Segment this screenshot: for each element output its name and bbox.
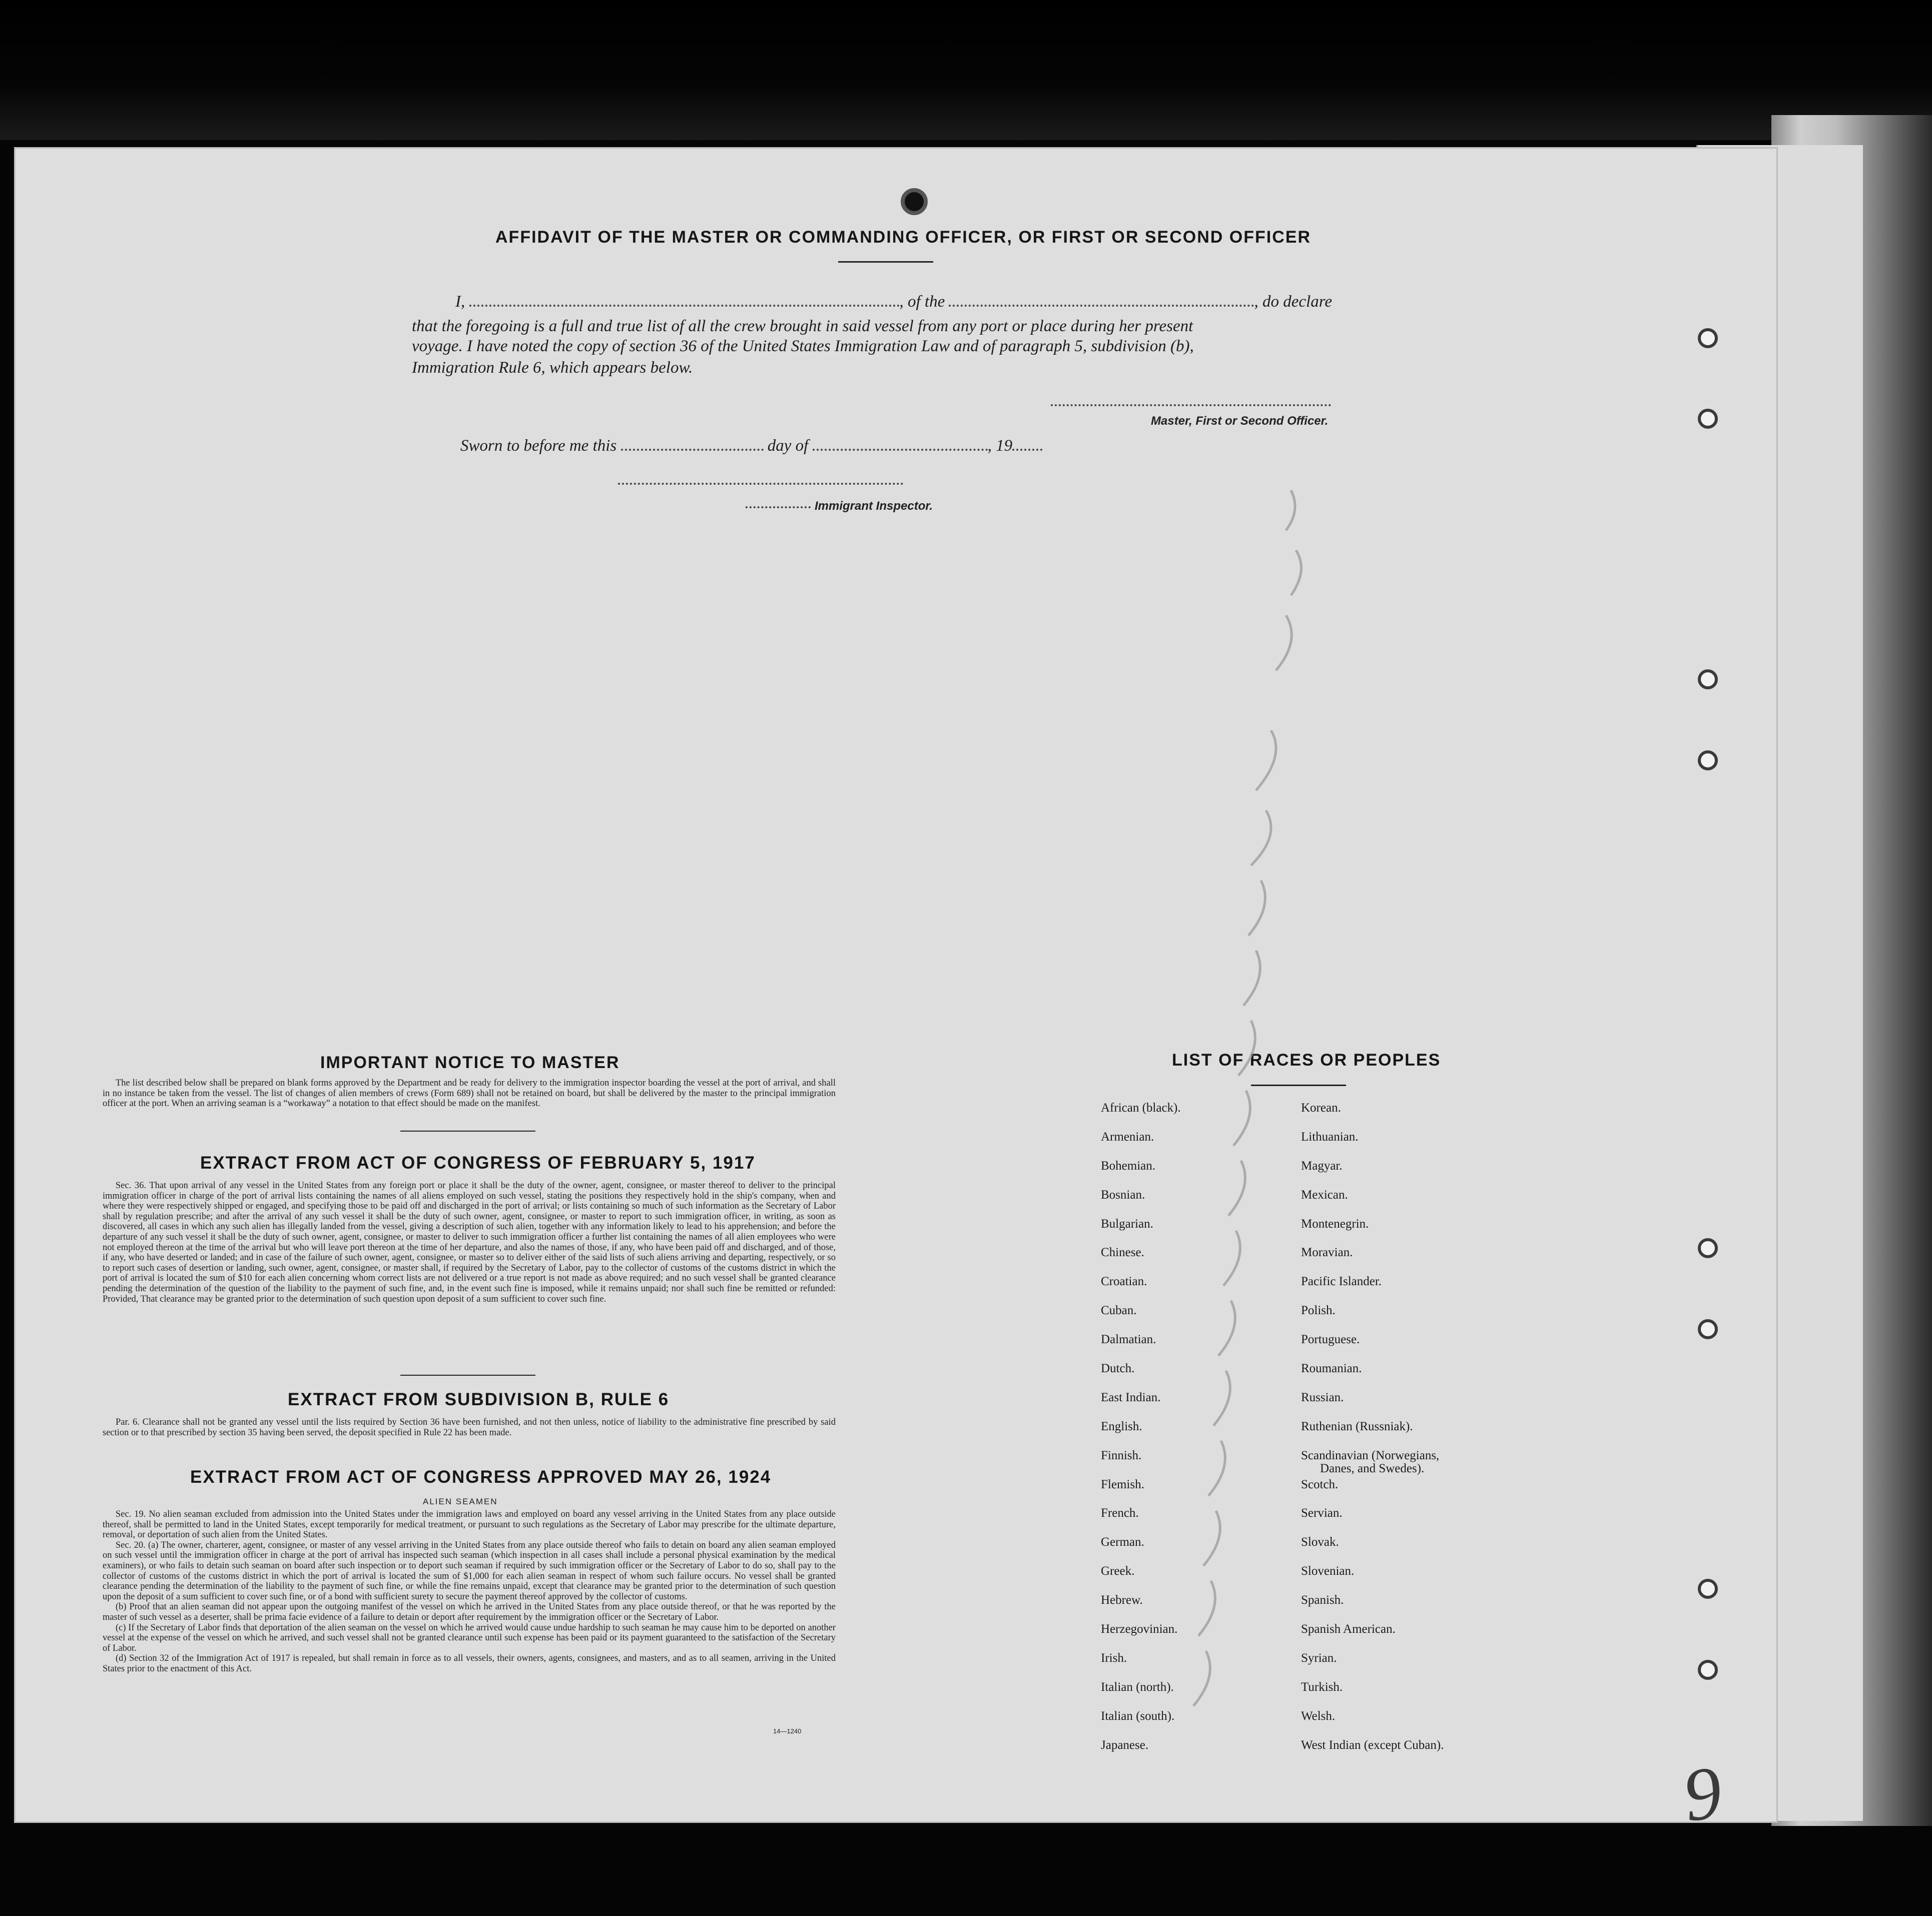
inspector-label: Immigrant Inspector. <box>815 499 933 513</box>
punch-hole-icon <box>901 188 928 215</box>
sworn-year-field[interactable] <box>1012 449 1042 451</box>
races-left-column <box>1101 1100 1181 1765</box>
races-title: LIST OF RACES OR PEOPLES <box>1172 1051 1441 1070</box>
race-item: Syrian. <box>1301 1651 1337 1665</box>
race-item: Portuguese. <box>1301 1333 1360 1347</box>
inspector-signature-lead <box>746 506 811 508</box>
extract-1924-title: EXTRACT FROM ACT OF CONGRESS APPROVED MAY 26, 1924 <box>190 1467 772 1487</box>
affidavit-title: AFFIDAVIT OF THE MASTER OR COMMANDING OFFICER, OR FIRST OR SECOND OFFICER <box>495 228 1311 247</box>
race-item: Slovenian. <box>1301 1564 1355 1578</box>
sec-20c-paragraph: (c) If the Secretary of Labor finds that deportation of the alien seaman on the vessel on which he arrived would cause undue hardship to such seaman he may cause him to be deported on another vessel at the expense of the vessel on which he arrived, and such vessel shall not be granted clearance until such expense has been paid or its payment guaranteed to the satisfaction of the Secretary of Labor. <box>103 1622 836 1653</box>
race-item: Dalmatian. <box>1101 1333 1156 1347</box>
binder-hole-icon <box>1698 409 1718 429</box>
race-item: Herzegovinian. <box>1101 1622 1178 1636</box>
race-item: Russian. <box>1301 1390 1344 1404</box>
race-item: Finnish. <box>1101 1448 1142 1462</box>
extract-1924-text <box>103 1509 836 1674</box>
race-item: English. <box>1101 1419 1142 1433</box>
binder-hole-icon <box>1698 1319 1718 1339</box>
race-item: Japanese. <box>1101 1738 1149 1752</box>
race-item: Servian. <box>1301 1506 1343 1520</box>
affidavit-declaration-line <box>455 293 1332 311</box>
affidavit-i: I, <box>455 293 465 311</box>
par-6-paragraph: Par. 6. Clearance shall not be granted any vessel until the lists required by Section 36 have been furnished, and not then unless, notice of liability to the administrative fine prescribed by said section or to that prescribed by section 35 having been served, the deposit specified in Rule 22 has been made. <box>103 1417 836 1438</box>
race-item: Korean. <box>1301 1101 1341 1115</box>
sworn-day-of: day of <box>767 437 809 455</box>
race-item: Turkish. <box>1301 1680 1343 1694</box>
race-item: French. <box>1101 1506 1139 1520</box>
race-item: Polish. <box>1301 1304 1336 1318</box>
sworn-year-prefix: , 19 <box>987 437 1013 455</box>
binder-hole-icon <box>1698 1238 1718 1258</box>
race-item: Croatian. <box>1101 1275 1147 1289</box>
binder-hole-icon <box>1698 669 1718 689</box>
race-item: Welsh. <box>1301 1709 1336 1723</box>
race-item: Bohemian. <box>1101 1159 1156 1173</box>
affidavit-do-declare: , do declare <box>1254 293 1332 311</box>
race-item: German. <box>1101 1535 1144 1549</box>
race-item: Spanish. <box>1301 1593 1344 1607</box>
affidavit-text-line-4: Immigration Rule 6, which appears below. <box>412 359 693 377</box>
notice-paragraph: The list described below shall be prepared on blank forms approved by the Department and be ready for delivery to the immigration inspector boarding the vessel at the port of arrival, and shall in no instance be taken from the vessel. The list of changes of alien members of crews (Form 689) shall not be retained on board, but shall be delivered by the master to the principal immigration officer at the port. When an arriving seaman is a “workaway” a notation to that effect should be made on the manifest. <box>103 1078 836 1109</box>
race-item: Greek. <box>1101 1564 1135 1578</box>
binder-hole-icon <box>1698 328 1718 348</box>
binder-hole-icon <box>1698 1579 1718 1599</box>
vessel-name-field[interactable] <box>949 305 1254 307</box>
race-item: Bulgarian. <box>1101 1217 1153 1231</box>
race-item: Moravian. <box>1301 1246 1353 1260</box>
extract-1917-title: EXTRACT FROM ACT OF CONGRESS OF FEBRUARY 5, 1917 <box>200 1153 756 1173</box>
race-item: West Indian (except Cuban). <box>1301 1738 1444 1752</box>
binder-hole-icon <box>1698 1660 1718 1680</box>
sworn-label: Sworn to before me this <box>460 437 617 455</box>
race-item-scandinavian-cont: Danes, and Swedes). <box>1320 1461 1425 1475</box>
affidavit-text-line-2: that the foregoing is a full and true list of all the crew brought in said vessel from any port or place during her present <box>412 317 1193 335</box>
race-item: Bosnian. <box>1101 1188 1145 1202</box>
sworn-month-field[interactable] <box>813 449 988 451</box>
race-item: Italian (north). <box>1101 1680 1174 1694</box>
race-item: Montenegrin. <box>1301 1217 1369 1231</box>
binder-hole-icon <box>1698 750 1718 770</box>
extract-1917-text <box>103 1181 836 1304</box>
alien-seamen-subtitle: ALIEN SEAMEN <box>423 1497 498 1506</box>
form-number: 14—1240 <box>773 1727 802 1735</box>
extract-rule-6-title: EXTRACT FROM SUBDIVISION B, RULE 6 <box>288 1390 670 1409</box>
master-signature-field[interactable] <box>1051 404 1331 406</box>
race-item: Italian (south). <box>1101 1709 1175 1723</box>
sworn-line <box>460 437 1042 455</box>
master-signature-label: Master, First or Second Officer. <box>1151 414 1329 428</box>
inspector-signature-field[interactable] <box>618 483 903 485</box>
race-item-scandinavian: Scandinavian (Norwegians, <box>1301 1448 1440 1462</box>
race-item: Flemish. <box>1101 1477 1144 1491</box>
race-item: Armenian. <box>1101 1130 1154 1144</box>
notice-text <box>103 1078 836 1109</box>
race-item: Spanish American. <box>1301 1622 1396 1636</box>
race-item: East Indian. <box>1101 1390 1161 1404</box>
notice-title: IMPORTANT NOTICE TO MASTER <box>320 1053 620 1072</box>
scan-border-top <box>0 0 1932 140</box>
race-item: Scotch. <box>1301 1477 1339 1491</box>
sec-20b-paragraph: (b) Proof that an alien seaman did not appear upon the outgoing manifest of the vessel on which he arrived in the United States from any place outside thereof, or that he was reported by the master of such vessel as a deserter, shall be prima facie evidence of a failure to detain or deport after requirement by the immigration officer or the Secretary of Labor. <box>103 1602 836 1622</box>
race-item: Hebrew. <box>1101 1593 1143 1607</box>
affidavit-of-the: , of the <box>899 293 945 311</box>
sec-20a-paragraph: Sec. 20. (a) The owner, charterer, agent, consignee, or master of any vessel arriving in the United States from any place outside thereof who fails to detain on board any alien seaman employed on such vessel until the immigration officer in charge at the port of arrival has inspected such seaman (which inspection in all cases shall include a personal physical examination by the medical examiners), or who fails to detain such seaman on board after such inspection or to deport such seaman if required by such immigration officer or the Secretary of Labor to do so, shall pay to the collector of customs of the customs district in which the port of arrival is located the sum of $1,000 for each alien seaman in respect of whom such failure occurs. No vessel shall be granted clearance pending the determination of the liability to the payment of such fine, or while the fine remains unpaid, except that clearance may be granted prior to the determination of such question upon the deposit of a sum sufficient to cover such fine, or of a bond with sufficient surety to secure the payment thereof approved by the collector of customs. <box>103 1540 836 1602</box>
affidavit-title-rule <box>838 261 933 263</box>
race-item: Dutch. <box>1101 1362 1135 1376</box>
race-item: Slovak. <box>1301 1535 1339 1549</box>
race-item: Pacific Islander. <box>1301 1275 1382 1289</box>
race-item: Ruthenian (Russniak). <box>1301 1419 1413 1433</box>
section-divider <box>400 1375 535 1376</box>
pencil-marks <box>1191 450 1341 1801</box>
declarant-name-field[interactable] <box>469 305 900 307</box>
race-item: Mexican. <box>1301 1188 1348 1202</box>
affidavit-text-line-3: voyage. I have noted the copy of section 36 of the United States Immigration Law and of paragraph 5, subdivision (b), <box>412 337 1194 355</box>
race-item: Cuban. <box>1101 1304 1137 1318</box>
extract-rule-6-text <box>103 1417 836 1438</box>
handwritten-page-number: 9 <box>1678 1750 1727 1838</box>
sec-19-paragraph: Sec. 19. No alien seaman excluded from admission into the United States under the immigration laws and employed on board any vessel arriving in the United States from any place outside thereof, shall be permitted to land in the United States, except temporarily for medical treatment, or pursuant to such regulations as the Secretary of Labor may prescribe for the ultimate departure, removal, or deportation of such alien from the United States. <box>103 1509 836 1540</box>
race-item: Lithuanian. <box>1301 1130 1359 1144</box>
sworn-day-field[interactable] <box>621 449 764 451</box>
race-item: African (black). <box>1101 1101 1181 1115</box>
race-item: Irish. <box>1101 1651 1127 1665</box>
race-item: Roumanian. <box>1301 1362 1362 1376</box>
section-divider <box>400 1131 535 1132</box>
race-item: Chinese. <box>1101 1246 1144 1260</box>
section-36-paragraph: Sec. 36. That upon arrival of any vessel in the United States from any foreign port or place it shall be the duty of the owner, agent, consignee, or master thereof to deliver to the principal immigration officer in charge of the port of arrival lists containing the names of all aliens employed on such vessel, stating the positions they respectively hold in the ship's company, when and where they were respectively shipped or engaged, and specifying those to be paid off and discharged in the port of arrival; or lists containing so much of such information as the Secretary of Labor shall by regulation prescribe; and after the arrival of any such vessel it shall be the duty of such owner, agent, consignee, or master to report to such immigration officer, in writing, as soon as discovered, all cases in which any such alien has illegally landed from the vessel, giving a description of such alien, together with any information likely to lead to his apprehension; and before the departure of any such vessel it shall be the duty of such owner, agent, consignee, or master to deliver to such immigration officer a further list containing the names of all alien employees who were not employed thereon at the time of the arrival but who will leave port thereon at the time of her departure, and also the names of those, if any, who have been paid off and discharged, and of those, if any, who have deserted or landed; and in case of the failure of such owner, agent, consignee, or master so to deliver either of the said lists of such aliens arriving and departing, respectively, or so to report such cases of desertion or landing, such owner, agent, consignee, or master shall, if required by the Secretary of Labor, pay to the collector of customs of the customs district in which the port of arrival is located the sum of $10 for each alien concerning whom correct lists are not delivered or a true report is not made as above required; and no such vessel shall be granted clearance pending the determination of the question of the liability to the payment of such fine, and, in the event such fine is imposed, while it remains unpaid; nor shall such fine be remitted or refunded: Provided, That clearance may be granted prior to the determination of such question upon deposit of a sum sufficient to cover such fine. <box>103 1181 836 1304</box>
race-item: Magyar. <box>1301 1159 1343 1173</box>
sec-20d-paragraph: (d) Section 32 of the Immigration Act of 1917 is repealed, but shall remain in force as to all vessels, their owners, agents, consignees, and masters, and as to all seamen, arriving in the United States prior to the enactment of this Act. <box>103 1653 836 1674</box>
